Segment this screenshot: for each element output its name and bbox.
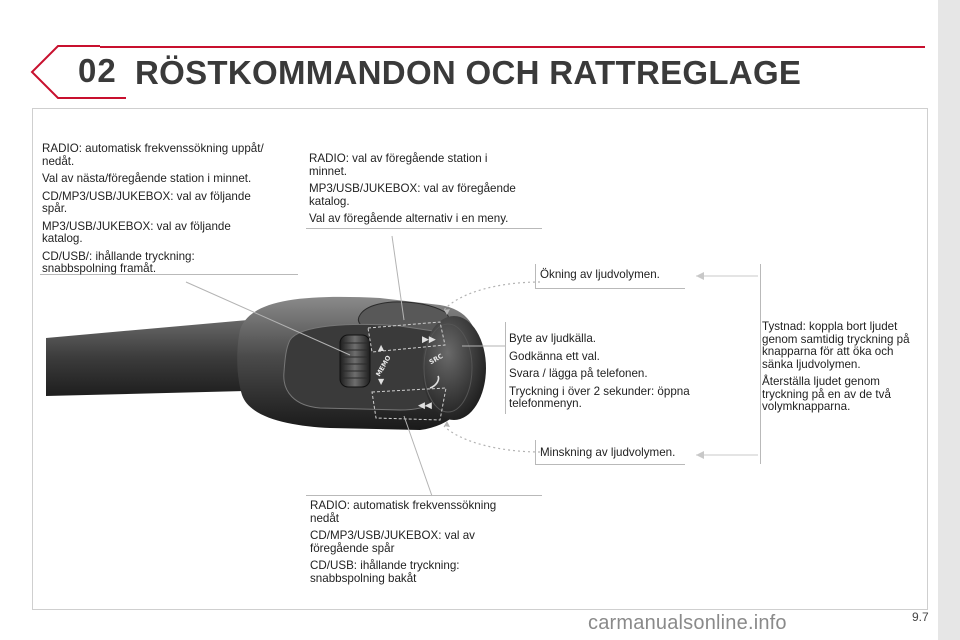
callout-text: CD/USB/: ihållande tryckning: snabbspolning framåt. — [42, 249, 195, 275]
callout-text: Tryckning i över 2 sekunder: öppna telefonmenyn. — [509, 384, 690, 410]
callout-text: CD/MP3/USB/JUKEBOX: val av följande spår. — [42, 189, 251, 215]
svg-text:▲: ▲ — [378, 343, 385, 352]
divider-volume-up — [535, 264, 536, 288]
divider-middle-right — [505, 322, 506, 414]
callout-text: Svara / lägga på telefonen. — [509, 367, 648, 380]
callout-text: Minskning av ljudvolymen. — [540, 446, 676, 459]
callout-text: Återställa ljudet genom tryckning på en av de två volymknapparna. — [762, 375, 891, 413]
callout-text: Byte av ljudkälla. — [509, 332, 596, 345]
callout-text: Tystnad: koppla bort ljudet genom samtidig tryckning på knapparna för att öka och sänka ljudvolymen. — [762, 320, 910, 371]
callout-text: CD/USB: ihållande tryckning: snabbspolning bakåt — [310, 559, 460, 585]
callout-volume-up — [540, 269, 700, 287]
page-title: RÖSTKOMMANDON OCH RATTREGLAGE — [135, 54, 802, 91]
callout-text: RADIO: val av föregående station i minnet. — [309, 152, 488, 178]
watermark: carmanualsonline.info — [588, 612, 787, 634]
callout-middle-right — [509, 333, 709, 416]
callout-volume-down — [540, 447, 700, 465]
callout-bottom — [310, 500, 535, 590]
svg-text:◀◀: ◀◀ — [418, 401, 432, 411]
src-label: SRC — [427, 352, 445, 367]
callout-text: MP3/USB/JUKEBOX: val av föregående katalog. — [309, 182, 516, 208]
svg-text:▼: ▼ — [378, 377, 385, 386]
callout-far-right — [762, 321, 914, 419]
callout-text: Ökning av ljudvolymen. — [540, 268, 660, 281]
page-number: 9.7 — [912, 610, 929, 624]
divider-volume-down — [535, 440, 536, 464]
memo-label: MEMO — [374, 354, 393, 378]
callout-text: MP3/USB/JUKEBOX: val av följande katalog. — [42, 219, 231, 245]
chapter-number: 02 — [78, 52, 117, 89]
callout-text: RADIO: automatisk frekvenssökning nedåt — [310, 499, 497, 525]
svg-text:▶▶: ▶▶ — [422, 335, 436, 345]
callout-top-left — [42, 143, 298, 281]
callout-text: RADIO: automatisk frekvenssökning uppåt/ nedåt. — [42, 142, 264, 168]
divider-bottom — [306, 495, 542, 496]
callout-text: Godkänna ett val. — [509, 349, 600, 363]
divider-far-right — [760, 264, 761, 464]
callout-text: Val av föregående alternativ i en meny. — [309, 212, 509, 225]
divider-volume-up-bottom — [535, 288, 685, 289]
callout-top-middle — [309, 153, 539, 231]
callout-text: CD/MP3/USB/JUKEBOX: val av föregående spår — [310, 529, 475, 555]
callout-text: Val av nästa/föregående station i minnet. — [42, 172, 252, 185]
